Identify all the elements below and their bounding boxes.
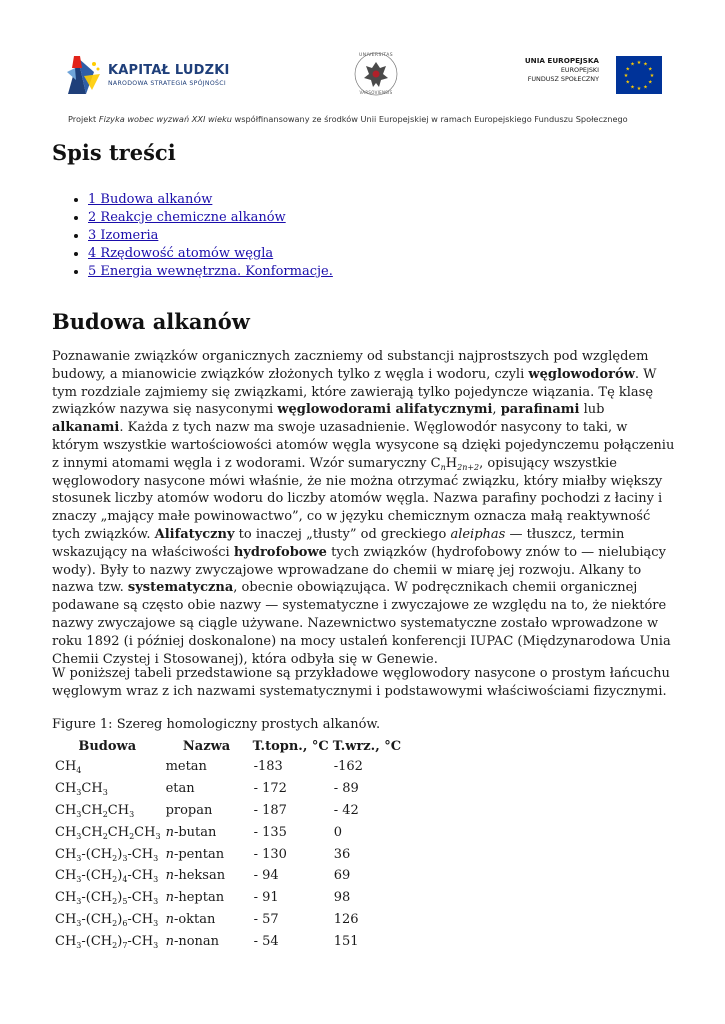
cell-formula: $CH_3CH_2CH_2CH_3$ <box>55 824 161 841</box>
table-row <box>52 887 403 909</box>
eu-line-3: FUNDUSZ SPOŁECZNY <box>527 75 599 83</box>
table-row <box>52 778 403 800</box>
table-row <box>52 843 403 865</box>
svg-text:★: ★ <box>649 73 655 79</box>
eu-text <box>514 56 599 84</box>
term-parafiny: parafinami <box>500 402 580 418</box>
svg-text:★: ★ <box>643 61 648 68</box>
section-title: Budowa alkanów <box>52 309 250 334</box>
table-row <box>52 800 403 822</box>
table-row <box>52 909 403 931</box>
cell-boiling-point: 151 <box>333 933 359 949</box>
cell-formula: $CH_3-(CH_2)_5-CH_3$ <box>55 890 159 907</box>
svg-text:★: ★ <box>630 61 635 68</box>
toc-link-reakcje[interactable]: 2 Reakcje chemiczne alkanów <box>88 210 286 225</box>
eu-line-2: EUROPEJSKI <box>560 66 599 74</box>
toc-item <box>88 227 333 245</box>
cell-formula: $CH_4$ <box>55 759 82 776</box>
svg-text:★: ★ <box>625 79 630 86</box>
term-weglowodory: węglowodorów <box>528 366 635 382</box>
text-run: . Każda z tych nazw ma swoje uzasadnienie. Węglowodór nasycony to taki, w którym wszystkie wartościowości atomów węgla wysycone są dzięki pojedynczemu połączeniu z innymi atomami węgla i z wodorami. Wzór sumaryczny C <box>52 420 675 471</box>
cell-melting-point: - 57 <box>253 911 279 927</box>
cell-boiling-point: -162 <box>333 759 363 775</box>
col-header-budowa: Budowa <box>78 738 137 754</box>
term-hydrofobowe: hydrofobowe <box>233 544 327 560</box>
table-row <box>52 821 403 843</box>
text-run: H <box>445 455 458 471</box>
eu-logo <box>514 56 664 96</box>
cell-name: metan <box>165 759 207 775</box>
cell-boiling-point: 98 <box>333 890 351 906</box>
cell-boiling-point: - 42 <box>333 802 359 818</box>
project-suffix: współfinansowany ze środków Unii Europejskiej w ramach Europejskiego Funduszu Społecznego <box>231 114 628 124</box>
toc-item <box>88 209 333 227</box>
toc-item <box>88 191 333 209</box>
term-alkany: alkanami <box>52 420 120 436</box>
col-header-melting: T.topn., °C <box>252 738 329 754</box>
cell-name: n-heptan <box>165 890 225 906</box>
toc-item <box>88 263 333 281</box>
kapital-ludzki-logo-icon <box>64 54 104 96</box>
eu-line-1: UNIA EUROPEJSKA <box>524 56 599 65</box>
kapital-ludzki-subtitle: NARODOWA STRATEGIA SPÓJNOŚCI <box>108 80 226 87</box>
project-name: Fizyka wobec wyzwań XXI wieku <box>98 114 232 124</box>
seal-top-text: UNIVERSITAS <box>359 53 393 58</box>
project-funding-line <box>68 114 628 124</box>
cell-melting-point: -183 <box>253 759 283 775</box>
cell-melting-point: - 172 <box>253 781 287 797</box>
table-row <box>52 930 403 952</box>
alkanes-table <box>52 736 403 952</box>
term-aleiphas: aleiphas <box>450 526 506 542</box>
page-header <box>0 0 725 130</box>
cell-boiling-point: 69 <box>333 868 351 884</box>
table-of-contents <box>74 191 333 281</box>
cell-melting-point: - 130 <box>253 846 287 862</box>
cell-melting-point: - 187 <box>253 802 287 818</box>
formula-sub-2n2-text: 2n+2 <box>457 462 480 472</box>
cell-boiling-point: - 89 <box>333 781 359 797</box>
svg-text:★: ★ <box>648 79 653 86</box>
text-run: to inaczej „tłusty” od greckiego <box>234 526 451 542</box>
figure-caption: Figure 1: Szereg homologiczny prostych alkanów. <box>52 717 381 732</box>
toc-link-rzedowosc[interactable]: 4 Rzędowość atomów węgla <box>88 246 274 261</box>
cell-melting-point: - 54 <box>253 933 279 949</box>
cell-name: n-oktan <box>165 911 216 927</box>
svg-text:★: ★ <box>625 66 630 73</box>
term-alifatyczny: Alifatyczny <box>154 526 235 542</box>
kapital-ludzki-title: KAPITAŁ LUDZKI <box>108 63 230 78</box>
table-body <box>52 756 403 952</box>
toc-link-energia[interactable]: 5 Energia wewnętrzna. Konformacje. <box>88 264 333 279</box>
toc-title: Spis treści <box>52 140 176 165</box>
table-row <box>52 756 403 778</box>
col-header-boiling: T.wrz., °C <box>332 738 402 754</box>
svg-text:★: ★ <box>643 84 648 91</box>
kapital-ludzki-logo <box>64 54 239 98</box>
toc-link-budowa[interactable]: 1 Budowa alkanów <box>88 192 213 207</box>
intro-paragraph <box>52 348 677 668</box>
university-seal <box>352 50 400 100</box>
term-systematyczna: systematyczna <box>127 580 234 596</box>
project-prefix: Projekt <box>68 114 99 124</box>
cell-formula: $CH_3-(CH_2)_7-CH_3$ <box>55 933 159 950</box>
table-header-row <box>52 736 403 756</box>
formula-sub-n-text: n <box>440 462 446 472</box>
text-run: lub <box>579 402 605 418</box>
svg-text:★: ★ <box>623 73 629 79</box>
cell-name: n-heksan <box>165 868 226 884</box>
svg-text:★: ★ <box>636 60 642 66</box>
text-run: — tłuszcz, termin wskazujący na właściwości <box>52 526 625 560</box>
cell-name: propan <box>165 802 213 818</box>
cell-melting-point: - 94 <box>253 868 279 884</box>
table-row <box>52 865 403 887</box>
svg-text:★: ★ <box>648 66 653 73</box>
table-intro-paragraph: W poniższej tabeli przedstawione są przykładowe węglowodory nasycone o prostym łańcuchu węglowym wraz z ich nazwami systematycznymi i podstawowymi właściwościami fizycznymi. <box>52 666 670 699</box>
formula-sub-2n2 <box>457 463 479 472</box>
cell-boiling-point: 126 <box>333 911 359 927</box>
svg-text:★: ★ <box>630 84 635 91</box>
text-run: tych związków (hydrofobowy znów to — nielubiący wody). Były to nazwy zwyczajowe wprowadzane do chemii w miarę jej rozwoju. Alkany to nazwa tzw. <box>52 544 666 596</box>
toc-link-izomeria[interactable]: 3 Izomeria <box>88 228 159 243</box>
cell-boiling-point: 0 <box>333 824 343 840</box>
cell-name: n-butan <box>165 824 217 840</box>
cell-name: etan <box>165 781 195 797</box>
text-run: Poznawanie związków organicznych zaczniemy od substancji najprostszych pod względem budowy, a mianowicie związków złożonych tylko z węgla i wodoru, czyli <box>52 349 649 382</box>
cell-melting-point: - 91 <box>253 890 279 906</box>
svg-text:★: ★ <box>636 86 642 92</box>
text-run: , opisujący wszystkie węglowodory nasycone mówi właśnie, że nie można otrzymać związku, który miałby większy stosunek liczby atomów wodoru do liczby atomów węgla. Nazwa parafiny pochodzi z łaciny i znaczy „mający małe powinowactwo”, co w języku chemicznym oznacza małą reaktywność tych związków. <box>52 455 663 542</box>
text-run: , obecnie obowiązująca. W podręcznikach chemii organicznej podawane są często obie nazwy — systematyczne i zwyczajowe ze względu na to, że niektóre nazwy zwyczajowe są ciągle używane. Nazewnictwo systematyczne zostało wprowadzone w roku 1892 (i później doskonalone) na mocy ustaleń konferencji IUPAC (Międzynarodowa Unia Chemii Czystej i Stosowanej), która odbyła się w Genewie. <box>52 580 671 667</box>
seal-bottom-text: VARSOVIENSIS <box>359 90 393 95</box>
toc-item <box>88 245 333 263</box>
term-alifatyczne: węglowodorami alifatycznymi <box>277 402 493 418</box>
cell-formula: $CH_3-(CH_2)_4-CH_3$ <box>55 868 159 885</box>
eu-flag-icon <box>616 56 662 94</box>
cell-name: n-nonan <box>165 933 220 949</box>
cell-formula: $CH_3CH_2CH_3$ <box>55 802 135 819</box>
cell-formula: $CH_3CH_3$ <box>55 781 108 798</box>
cell-boiling-point: 36 <box>333 846 351 862</box>
text-run: , <box>492 402 501 418</box>
cell-name: n-pentan <box>165 846 225 862</box>
col-header-nazwa: Nazwa <box>182 738 231 754</box>
cell-formula: $CH_3-(CH_2)_3-CH_3$ <box>55 846 159 863</box>
cell-melting-point: - 135 <box>253 824 287 840</box>
text-run: . W tym rozdziale zajmiemy się związkami, które zawierają tylko pojedyncze wiązania. Tę klasę związków nazywa się nasyconymi <box>52 366 657 418</box>
cell-formula: $CH_3-(CH_2)_6-CH_3$ <box>55 911 159 928</box>
